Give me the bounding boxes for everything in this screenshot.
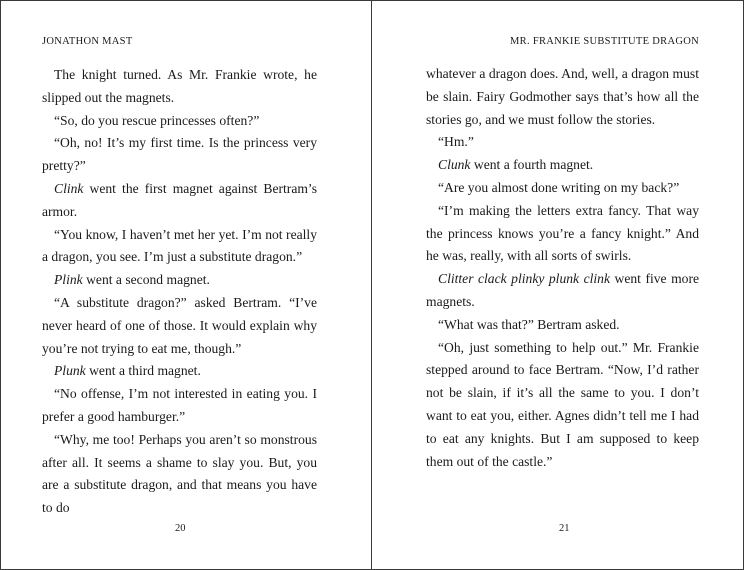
paragraph: “Hm.” [438,134,474,150]
paragraph: Plunk went a third magnet. [54,363,201,379]
right-page-text [426,63,699,473]
page-number: 21 [559,523,570,534]
paragraph: “A substitute dragon?” asked Bertram. “I’ve never heard of one of those. It would explain why you’re not trying to eat me, though.” [42,294,317,356]
left-page [1,1,372,569]
running-head-author: JONATHON MAST [42,36,133,47]
left-page-text [42,64,317,520]
paragraph: “So, do you rescue princesses often?” [54,112,260,128]
running-head-title: MR. FRANKIE SUBSTITUTE DRAGON [510,36,699,47]
paragraph: Plink went a second magnet. [54,272,210,288]
right-page [372,1,743,569]
paragraph: whatever a dragon does. And, well, a dragon must be slain. Fairy Godmother says that’s how all the stories go, and we must follow the stories. [426,66,699,127]
paragraph: “You know, I haven’t met her yet. I’m not really a dragon, you see. I’m just a substitute dragon.” [42,226,317,265]
paragraph: “Oh, just something to help out.” Mr. Frankie stepped around to face Bertram. “Now, I’d rather not be slain, if it’s all the same to you. I don’t want to eat you, either. Agnes didn’t tell me I had to eat any knights. But I am supposed to keep them out of the castle.” [426,339,699,469]
paragraph: “Oh, no! It’s my first time. Is the princess very pretty?” [42,135,317,174]
paragraph: Clunk went a fourth magnet. [438,157,594,173]
paragraph: “Are you almost done writing on my back?” [438,179,680,195]
paragraph: The knight turned. As Mr. Frankie wrote, he slipped out the magnets. [42,67,317,105]
paragraph: “What was that?” Bertram asked. [438,316,620,332]
paragraph: Clitter clack plinky plunk clink went five more magnets. [426,271,700,309]
page-number: 20 [175,523,186,534]
paragraph: “I’m making the letters extra fancy. That way the princess knows you’re a fancy knight.” And he was, really, with all sorts of swirls. [426,202,699,264]
paragraph: Clink went the first magnet against Bertram’s armor. [42,180,317,219]
paragraph: “Why, me too! Perhaps you aren’t so monstrous after all. It seems a shame to slay you. But, you are a substitute dragon, and that means you have to do [42,431,317,516]
paragraph: “No offense, I’m not interested in eating you. I prefer a good hamburger.” [42,386,317,424]
